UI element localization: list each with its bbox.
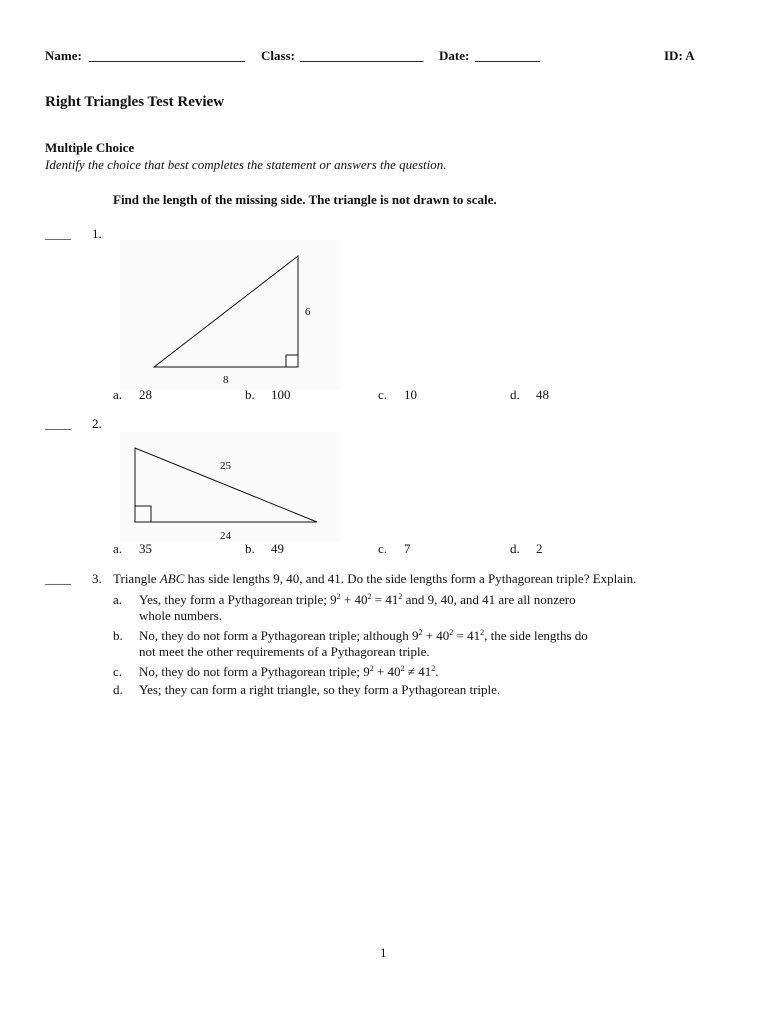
side-label-bottom: 24 xyxy=(220,530,231,542)
choice-text[interactable]: 10 xyxy=(404,387,417,402)
choice-letter: d. xyxy=(113,682,123,697)
class-label: Class: xyxy=(261,48,295,63)
equation-term: 9 xyxy=(411,628,419,643)
choice-letter: c. xyxy=(378,541,388,556)
date-blank[interactable]: __________ xyxy=(475,48,540,63)
choice-text[interactable]: Yes; they can form a right triangle, so they form a Pythagorean triple. xyxy=(139,682,501,697)
equation-operator: + xyxy=(340,592,355,607)
equation-operator: + xyxy=(422,628,437,643)
choice-text-pre: No, they do not form a Pythagorean triple; although xyxy=(139,628,412,643)
question-number-2: 2. xyxy=(92,416,102,431)
choice-text[interactable]: 2 xyxy=(536,541,543,556)
choice-text[interactable]: 28 xyxy=(139,387,152,402)
choice-letter: b. xyxy=(245,387,255,402)
choice-letter: a. xyxy=(113,387,123,402)
choice-text-pre: No, they do not form a Pythagorean triple; xyxy=(139,664,364,679)
id-label: ID: A xyxy=(664,48,695,63)
choice-text[interactable]: 100 xyxy=(271,387,291,402)
stem-pre: Triangle xyxy=(113,571,160,586)
exponent: 2 xyxy=(336,592,341,601)
choice-text-pre: Yes, they form a Pythagorean triple; xyxy=(139,592,331,607)
choice-text-post: and 9, 40, and 41 are all nonzero xyxy=(402,592,576,607)
choice-letter: a. xyxy=(113,592,123,607)
directive: Find the length of the missing side. The triangle is not drawn to scale. xyxy=(113,192,497,207)
choice-letter: a. xyxy=(113,541,123,556)
equation-relation: = xyxy=(371,592,386,607)
choice-text[interactable] xyxy=(139,592,576,608)
equation-relation: ≠ xyxy=(404,664,419,679)
exponent: 2 xyxy=(400,664,405,673)
triangle-figure-1 xyxy=(120,240,340,390)
page-number: 1 xyxy=(380,945,387,960)
equation-term: 41 xyxy=(418,664,432,679)
equation-relation: = xyxy=(453,628,468,643)
page-title: Right Triangles Test Review xyxy=(45,94,225,110)
equation-term: 41 xyxy=(467,628,481,643)
choice-text[interactable]: 49 xyxy=(271,541,284,556)
equation-operator: + xyxy=(373,664,388,679)
question-stem-3 xyxy=(113,571,636,587)
question-number-1: 1. xyxy=(92,226,102,241)
choice-letter: d. xyxy=(510,387,520,402)
equation-term: 9 xyxy=(363,664,370,679)
equation-term: 40 xyxy=(387,664,401,679)
choice-letter: d. xyxy=(510,541,520,556)
exponent: 2 xyxy=(431,664,436,673)
choice-text[interactable] xyxy=(139,628,588,644)
date-label: Date: xyxy=(439,48,470,63)
choice-letter: b. xyxy=(113,628,123,643)
name-blank[interactable]: ________________________ xyxy=(89,48,245,63)
choice-text[interactable]: 7 xyxy=(404,541,411,556)
exponent: 2 xyxy=(367,592,372,601)
choice-letter: c. xyxy=(113,664,123,679)
class-blank[interactable]: ___________________ xyxy=(300,48,424,63)
choice-text-post: . xyxy=(435,664,439,679)
equation-term: 41 xyxy=(385,592,399,607)
choice-text[interactable]: 48 xyxy=(536,387,549,402)
answer-blank-3[interactable]: ____ xyxy=(45,571,71,586)
exponent: 2 xyxy=(398,592,403,601)
answer-blank-2[interactable]: ____ xyxy=(45,416,71,431)
choice-text-line2: whole numbers. xyxy=(139,608,223,623)
choice-letter: c. xyxy=(378,387,388,402)
choice-text-line2: not meet the other requirements of a Pythagorean triple. xyxy=(139,644,430,659)
section-instructions: Identify the choice that best completes the statement or answers the question. xyxy=(45,157,447,172)
equation-term: 9 xyxy=(330,592,337,607)
side-label-hypotenuse: 25 xyxy=(220,460,231,472)
side-label-bottom: 8 xyxy=(223,374,229,386)
section-heading: Multiple Choice xyxy=(45,140,135,155)
exponent: 2 xyxy=(449,628,454,637)
stem-italic: ABC xyxy=(159,571,185,586)
equation-term: 40 xyxy=(436,628,450,643)
stem-post: has side lengths 9, 40, and 41. Do the side lengths form a Pythagorean triple? Explain. xyxy=(184,571,637,586)
side-label-vertical: 6 xyxy=(305,306,311,318)
choice-text[interactable]: 35 xyxy=(139,541,152,556)
choice-text-post: , the side lengths do xyxy=(484,628,588,643)
exponent: 2 xyxy=(480,628,485,637)
equation-term: 40 xyxy=(354,592,368,607)
question-number-3: 3. xyxy=(92,571,102,586)
choice-letter: b. xyxy=(245,541,255,556)
name-label: Name: xyxy=(45,48,82,63)
answer-blank-1[interactable]: ____ xyxy=(45,226,71,241)
exponent: 2 xyxy=(418,628,423,637)
choice-text[interactable] xyxy=(139,664,438,680)
triangle-figure-2 xyxy=(120,432,340,542)
exponent: 2 xyxy=(369,664,374,673)
